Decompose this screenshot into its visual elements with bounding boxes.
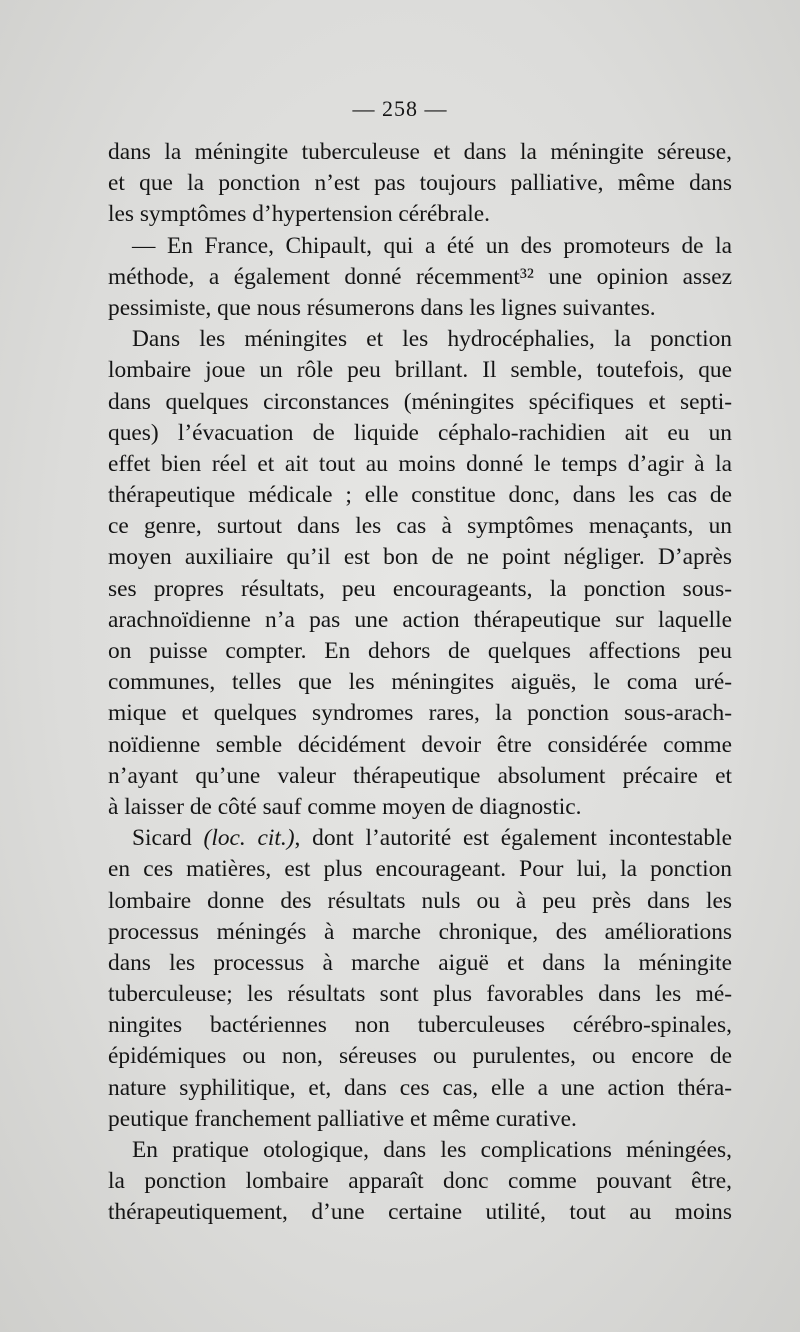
text-line: la ponction lombaire apparaît donc comme pouvant être, — [108, 1168, 732, 1195]
text-line: n’ayant qu’une valeur thérapeutique absolument précaire et — [108, 762, 732, 789]
text-line: lombaire joue un rôle peu brillant. Il semble, toutefois, que — [108, 357, 732, 384]
text-line: Dans les méningites et les hydrocéphalies, la ponction — [132, 326, 732, 353]
page-number: — 258 — — [352, 96, 448, 121]
text-line: peutique franchement palliative et même curative. — [108, 1105, 577, 1132]
text-line: En pratique otologique, dans les complications méningées, — [132, 1137, 732, 1163]
text-line: thérapeutiquement, d’une certaine utilité, tout au moins — [108, 1199, 732, 1226]
text-line: épidémiques ou non, séreuses ou purulentes, ou encore de — [108, 1043, 732, 1070]
text-line: mique et quelques syndromes rares, la ponction sous-arach- — [108, 700, 732, 727]
text-line: dans les processus à marche aiguë et dans la méningite — [108, 949, 732, 976]
text-line: arachnoïdienne n’a pas une action thérapeutique sur laquelle — [108, 606, 732, 633]
text-line: ques) l’évacuation de liquide céphalo-rachidien ait eu un — [108, 419, 732, 446]
text-line: ningites bactériennes non tuberculeuses cérébro-spinales, — [108, 1012, 732, 1039]
text-line: lombaire donne des résultats nuls ou à peu près dans les — [108, 887, 732, 914]
text-line: moyen auxiliaire qu’il est bon de ne point négliger. D’après — [108, 544, 732, 571]
text-line: dans la méningite tuberculeuse et dans la méningite séreuse, — [108, 139, 732, 165]
text-line: nature syphilitique, et, dans ces cas, elle a une action théra- — [108, 1074, 732, 1101]
text-line: thérapeutique médicale ; elle constitue donc, dans les cas de — [108, 482, 732, 509]
text-line: et que la ponction n’est pas toujours palliative, même dans — [108, 170, 732, 197]
text-line: Sicard (loc. cit.), dont l’autorité est également incontestable — [132, 825, 733, 852]
body-text — [108, 137, 732, 1229]
text-line: — En France, Chipault, qui a été un des promoteurs de la — [132, 232, 732, 259]
text-line: pessimiste, que nous résumerons dans les lignes suivantes. — [108, 294, 656, 321]
text-line: ses propres résultats, peu encourageants, la ponction sous- — [108, 575, 732, 602]
text-line: ce genre, surtout dans les cas à symptômes menaçants, un — [108, 513, 732, 540]
text-line: à laisser de côté sauf comme moyen de diagnostic. — [108, 793, 582, 820]
text-line: méthode, a également donné récemment³² une opinion assez — [108, 263, 732, 290]
text-line: en ces matières, est plus encourageant. Pour lui, la ponction — [108, 856, 732, 883]
text-line: on puisse compter. En dehors de quelques affections peu — [108, 638, 732, 664]
text-line: dans quelques circonstances (méningites spécifiques et septi- — [108, 388, 732, 415]
citation: (loc. cit.) — [203, 825, 295, 852]
text-line: communes, telles que les méningites aiguës, le coma uré- — [108, 669, 732, 696]
text-line: effet bien réel et ait tout au moins donné le temps d’agir à la — [108, 450, 732, 477]
text-line: processus méningés à marche chronique, des améliorations — [108, 918, 732, 945]
text-line: noïdienne semble décidément devoir être considérée comme — [108, 731, 732, 758]
text-line: tuberculeuse; les résultats sont plus favorables dans les mé- — [108, 981, 732, 1008]
text-line: les symptômes d’hypertension cérébrale. — [108, 201, 490, 228]
